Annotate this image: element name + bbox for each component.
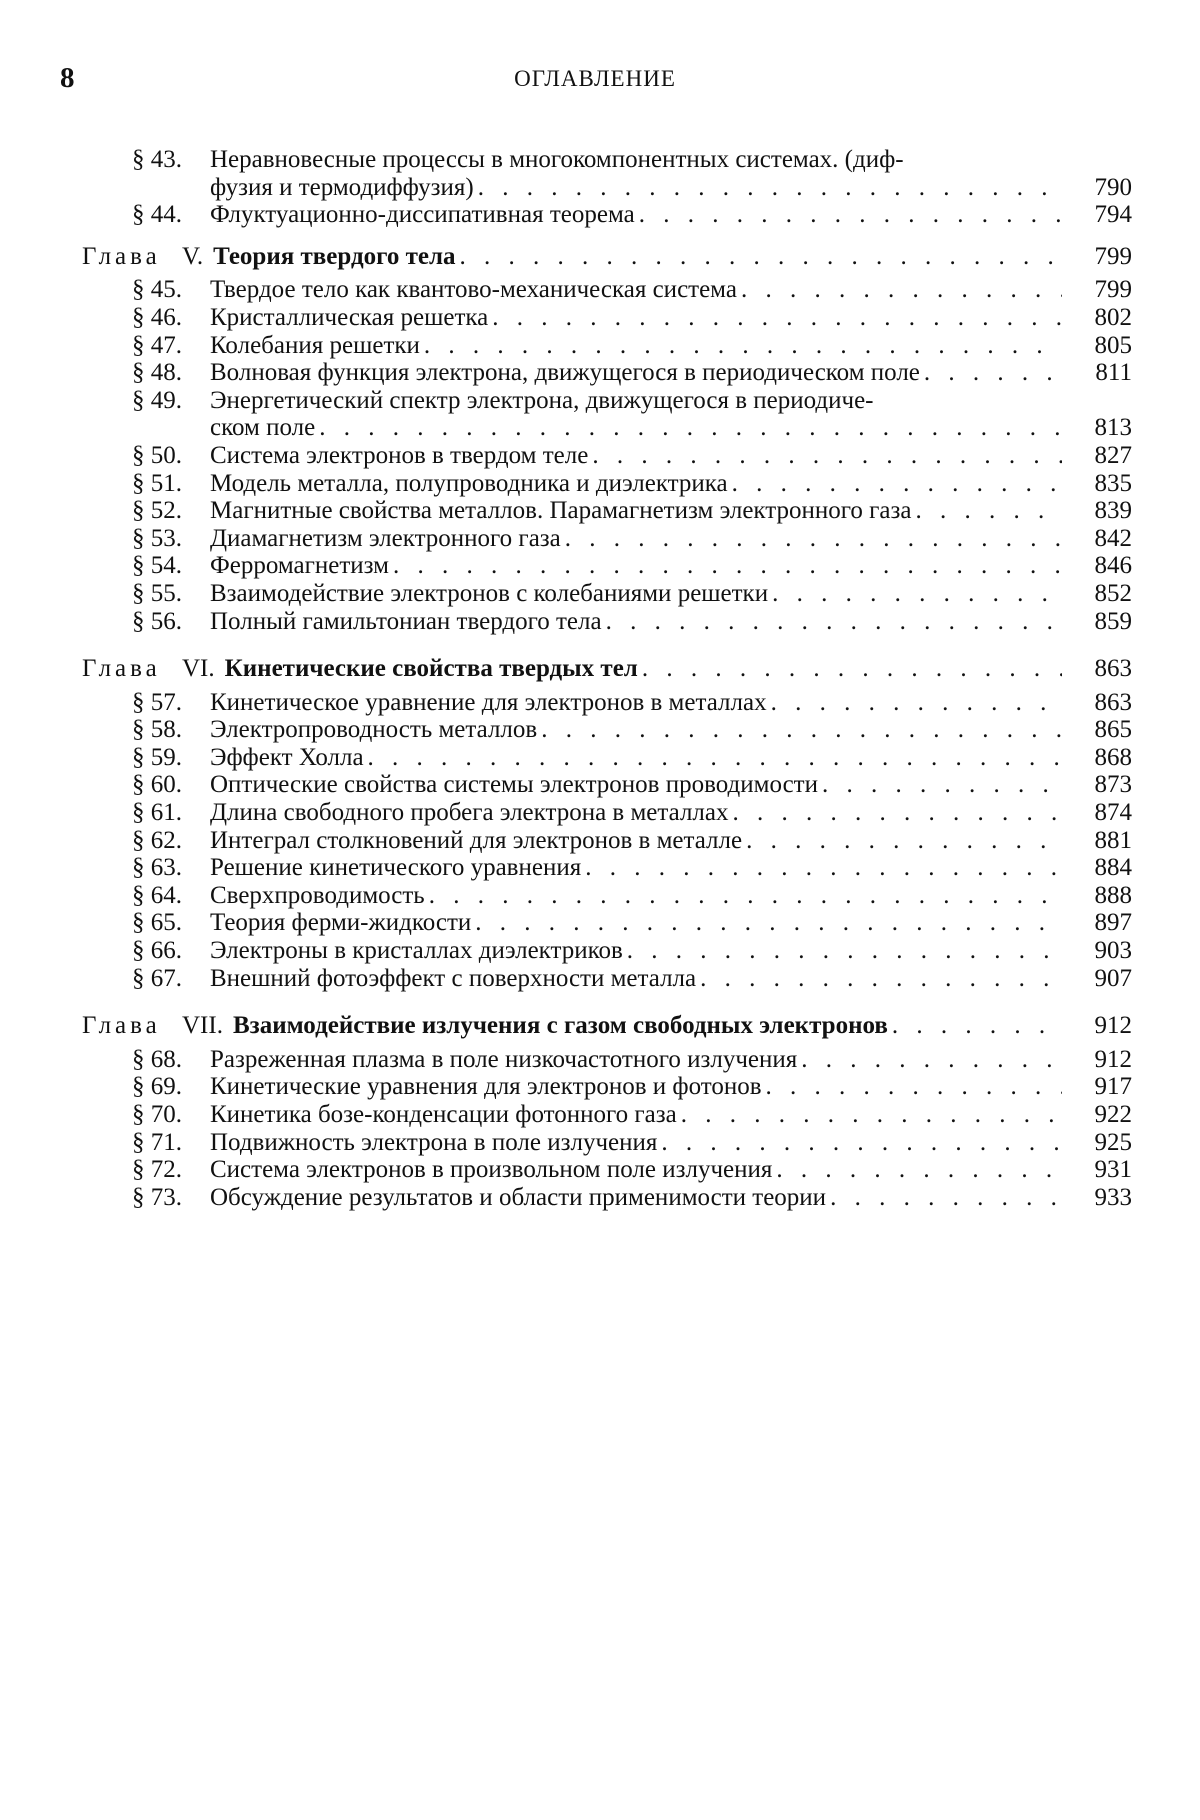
entry-title-line: Кинетическое уравнение для электронов в металлах [210, 688, 767, 716]
section-number: § 55. [132, 579, 182, 607]
entry-title [210, 552, 1062, 580]
toc-section-entry [82, 854, 1132, 882]
section-number: § 70. [132, 1101, 182, 1128]
page-ref: 903 [1094, 937, 1132, 965]
entry-title-line: Теория ферми-жидкости [210, 909, 472, 937]
entry-title-line: Диамагнетизм электронного газа [210, 524, 561, 552]
dot-leader [627, 937, 1062, 965]
dot-leader [319, 414, 1062, 442]
entry-title [210, 359, 1062, 387]
dot-leader [393, 552, 1062, 580]
entry-title [210, 608, 1062, 636]
page-ref: 863 [1094, 688, 1132, 716]
entry-title-line: ском поле [210, 414, 316, 442]
section-number: § 46. [132, 303, 182, 331]
entry-title [210, 525, 1062, 553]
running-title: ОГЛАВЛЕНИЕ [514, 66, 676, 91]
entry-title-line: Внешний фотоэффект с поверхности металла [210, 964, 697, 992]
toc-section-entry [82, 744, 1132, 772]
toc-section-entry [82, 580, 1132, 608]
toc-section-entry [82, 359, 1132, 387]
dot-leader [733, 799, 1063, 827]
page-ref: 863 [1094, 655, 1132, 683]
entry-title-line: Оптические свойства системы электронов проводимости [210, 771, 818, 799]
dot-leader [606, 608, 1062, 636]
chapter-label: Глава [82, 1012, 161, 1040]
entry-title [210, 387, 1062, 442]
page-ref: 888 [1094, 881, 1132, 909]
page-ref: 907 [1094, 964, 1132, 992]
toc-chapter-entry [82, 243, 1132, 271]
entry-title-line: Полный гамильтониан твердого тела [210, 607, 602, 635]
entry-title [182, 655, 1062, 683]
entry-title [210, 965, 1062, 993]
section-number: § 62. [132, 826, 182, 854]
dot-leader [892, 1012, 1062, 1040]
dot-leader [822, 771, 1062, 799]
page-ref: 835 [1094, 469, 1132, 497]
entry-title-line: Кинетические уравнения для электронов и фотонов [210, 1073, 762, 1101]
section-number: § 67. [132, 964, 182, 992]
chapter-title: Кинетические свойства твердых тел [224, 655, 638, 683]
entry-title-line: Разреженная плазма в поле низкочастотного излучения [210, 1045, 798, 1073]
dot-leader [368, 744, 1062, 772]
page-ref: 790 [1094, 173, 1132, 201]
page-ref: 802 [1094, 303, 1132, 331]
page-ref: 865 [1094, 716, 1132, 744]
section-number: § 69. [132, 1073, 182, 1101]
entry-title-line: Магнитные свойства металлов. Парамагнетизм электронного газа [210, 497, 912, 525]
dot-leader [592, 442, 1062, 470]
page-ref: 917 [1094, 1073, 1132, 1101]
page-ref: 912 [1094, 1045, 1132, 1073]
toc-section-entry [82, 909, 1132, 937]
chapter-title: Взаимодействие излучения с газом свободных электронов [232, 1012, 888, 1040]
dot-leader [771, 689, 1062, 717]
page-header [60, 62, 1130, 102]
toc-section-entry [82, 882, 1132, 910]
chapter-number: VII. [182, 1012, 223, 1040]
page-number: 8 [60, 62, 75, 94]
entry-title [210, 882, 1062, 910]
entry-title [210, 771, 1062, 799]
dot-leader [661, 1129, 1062, 1157]
entry-title-line: Эффект Холла [210, 743, 364, 771]
toc-section-entry [82, 525, 1132, 553]
page-ref: 852 [1094, 579, 1132, 607]
toc-section-entry [82, 497, 1132, 525]
chapter-number: V. [182, 242, 204, 270]
entry-title [210, 1101, 1062, 1129]
page-ref: 868 [1094, 743, 1132, 771]
dot-leader [459, 243, 1062, 271]
entry-title-line: Обсуждение результатов и области применимости теории [210, 1183, 827, 1211]
section-number: § 56. [132, 607, 182, 635]
entry-title-line: Решение кинетического уравнения [210, 854, 582, 882]
entry-title [182, 243, 1062, 271]
dot-leader [475, 909, 1062, 937]
page-ref: 827 [1094, 441, 1132, 469]
page-ref: 874 [1094, 799, 1132, 827]
entry-title-line: Флуктуационно-диссипативная теорема [210, 201, 635, 229]
entry-title [210, 1156, 1062, 1184]
entry-title [210, 799, 1062, 827]
entry-title-line: Ферромагнетизм [210, 552, 389, 580]
section-number: § 63. [132, 854, 182, 882]
dot-leader [565, 525, 1062, 553]
section-number: § 64. [132, 881, 182, 909]
toc-section-entry [82, 201, 1132, 229]
section-number: § 66. [132, 937, 182, 965]
page-ref: 922 [1094, 1101, 1132, 1128]
entry-title-line: Электропроводность металлов [210, 716, 538, 744]
toc-section-entry [82, 552, 1132, 580]
section-number: § 43. [132, 146, 182, 173]
entry-title-line: Кристаллическая решетка [210, 303, 489, 331]
entry-title-line: Колебания решетки [210, 331, 420, 359]
dot-leader [478, 174, 1062, 202]
page-ref: 912 [1094, 1012, 1132, 1040]
dot-leader [732, 470, 1062, 498]
toc-section-entry [82, 1046, 1132, 1074]
toc-section-entry [82, 716, 1132, 744]
section-number: § 47. [132, 331, 182, 359]
entry-title [210, 744, 1062, 772]
section-number: § 53. [132, 524, 182, 552]
entry-title [210, 716, 1062, 744]
table-of-contents [82, 146, 1132, 1211]
entry-title-line: Сверхпроводимость [210, 881, 425, 909]
chapter-label: Глава [82, 655, 161, 683]
entry-title [210, 332, 1062, 360]
toc-section-entry [82, 442, 1132, 470]
entry-title-line: Взаимодействие электронов с колебаниями решетки [210, 579, 769, 607]
section-number: § 51. [132, 469, 182, 497]
page-ref: 794 [1094, 201, 1132, 229]
entry-title-line: фузия и термодиффузия) [210, 173, 474, 201]
dot-leader [639, 201, 1062, 229]
toc-section-entry [82, 965, 1132, 993]
page-ref: 799 [1094, 242, 1132, 270]
page-ref: 884 [1094, 854, 1132, 882]
section-number: § 50. [132, 441, 182, 469]
entry-title [210, 1184, 1062, 1212]
entry-title [210, 497, 1062, 525]
dot-leader [700, 965, 1062, 993]
page-ref: 933 [1094, 1183, 1132, 1211]
chapter-label: Глава [82, 242, 161, 270]
page-ref: 805 [1094, 331, 1132, 359]
section-number: § 61. [132, 799, 182, 827]
entry-title-line: Интеграл столкновений для электронов в металле [210, 826, 743, 854]
section-number: § 71. [132, 1128, 182, 1156]
toc-section-entry [82, 332, 1132, 360]
toc-section-entry [82, 689, 1132, 717]
entry-title [210, 304, 1062, 332]
section-number: § 54. [132, 552, 182, 580]
page-ref: 897 [1094, 909, 1132, 937]
toc-section-entry [82, 1184, 1132, 1212]
entry-title [210, 580, 1062, 608]
dot-leader [585, 854, 1062, 882]
toc-section-entry [82, 608, 1132, 636]
entry-title [210, 854, 1062, 882]
entry-title [210, 689, 1062, 717]
entry-title [210, 1046, 1062, 1074]
entry-title [182, 1012, 1062, 1040]
section-number: § 52. [132, 497, 182, 525]
dot-leader [681, 1101, 1062, 1129]
page-ref: 881 [1094, 826, 1132, 854]
dot-leader [830, 1184, 1062, 1212]
toc-section-entry [82, 1101, 1132, 1129]
toc-section-entry [82, 771, 1132, 799]
page-ref: 811 [1095, 359, 1132, 387]
entry-title-line: Система электронов в твердом теле [210, 441, 589, 469]
entry-title-line: Твердое тело как квантово-механическая система [210, 276, 737, 304]
section-number: § 58. [132, 716, 182, 744]
section-number: § 72. [132, 1156, 182, 1184]
toc-section-entry [82, 827, 1132, 855]
toc-section-entry [82, 146, 1132, 201]
section-number: § 45. [132, 276, 182, 304]
page-ref: 813 [1094, 414, 1132, 442]
entry-title [210, 146, 1062, 201]
section-number: § 60. [132, 771, 182, 799]
page-ref: 873 [1094, 771, 1132, 799]
entry-title-line: Подвижность электрона в поле излучения [210, 1128, 658, 1156]
entry-title-line: Кинетика бозе-конденсации фотонного газа [210, 1101, 677, 1128]
entry-title-line: Длина свободного пробега электрона в металлах [210, 799, 729, 827]
chapter-title: Теория твердого тела [213, 242, 456, 270]
page-ref: 925 [1094, 1128, 1132, 1156]
page-ref: 842 [1094, 524, 1132, 552]
toc-section-entry [82, 1129, 1132, 1157]
entry-title [210, 1129, 1062, 1157]
toc-section-entry [82, 1073, 1132, 1101]
dot-leader [642, 655, 1062, 683]
toc-section-entry [82, 799, 1132, 827]
page-ref: 846 [1094, 552, 1132, 580]
section-number: § 48. [132, 359, 182, 387]
entry-title [210, 937, 1062, 965]
toc-chapter-entry [82, 655, 1132, 683]
entry-title-line: Модель металла, полупроводника и диэлектрика [210, 469, 728, 497]
section-number: § 73. [132, 1183, 182, 1211]
page-ref: 931 [1094, 1156, 1132, 1184]
dot-leader [424, 332, 1062, 360]
section-number: § 57. [132, 688, 182, 716]
dot-leader [915, 497, 1062, 525]
toc-section-entry [82, 1156, 1132, 1184]
dot-leader [492, 304, 1062, 332]
dot-leader [772, 580, 1062, 608]
dot-leader [741, 276, 1062, 304]
section-number: § 65. [132, 909, 182, 937]
dot-leader [801, 1046, 1062, 1074]
dot-leader [766, 1073, 1062, 1101]
toc-section-entry [82, 470, 1132, 498]
dot-leader [429, 882, 1062, 910]
page-ref: 799 [1094, 276, 1132, 304]
toc-section-entry [82, 276, 1132, 304]
entry-title [210, 276, 1062, 304]
toc-chapter-entry [82, 1012, 1132, 1040]
entry-title-line: Энергетический спектр электрона, движущегося в периодиче- [210, 386, 874, 414]
entry-title [210, 442, 1062, 470]
page-ref: 839 [1094, 497, 1132, 525]
entry-title-line: Волновая функция электрона, движущегося в периодическом поле [210, 359, 920, 387]
dot-leader [746, 827, 1062, 855]
entry-title-line: Электроны в кристаллах диэлектриков [210, 937, 623, 965]
entry-title [210, 201, 1062, 229]
chapter-number: VI. [182, 655, 215, 683]
toc-section-entry [82, 387, 1132, 442]
section-number: § 49. [132, 386, 182, 414]
section-number: § 59. [132, 743, 182, 771]
dot-leader [541, 716, 1062, 744]
entry-title-line: Неравновесные процессы в многокомпонентных системах. (диф- [210, 146, 904, 173]
dot-leader [776, 1156, 1062, 1184]
section-number: § 44. [132, 201, 182, 229]
dot-leader [924, 359, 1062, 387]
entry-title [210, 909, 1062, 937]
entry-title [210, 1073, 1062, 1101]
entry-title-line: Система электронов в произвольном поле излучения [210, 1156, 773, 1184]
section-number: § 68. [132, 1045, 182, 1073]
entry-title [210, 827, 1062, 855]
page-ref: 859 [1094, 607, 1132, 635]
toc-section-entry [82, 304, 1132, 332]
entry-title [210, 470, 1062, 498]
toc-section-entry [82, 937, 1132, 965]
